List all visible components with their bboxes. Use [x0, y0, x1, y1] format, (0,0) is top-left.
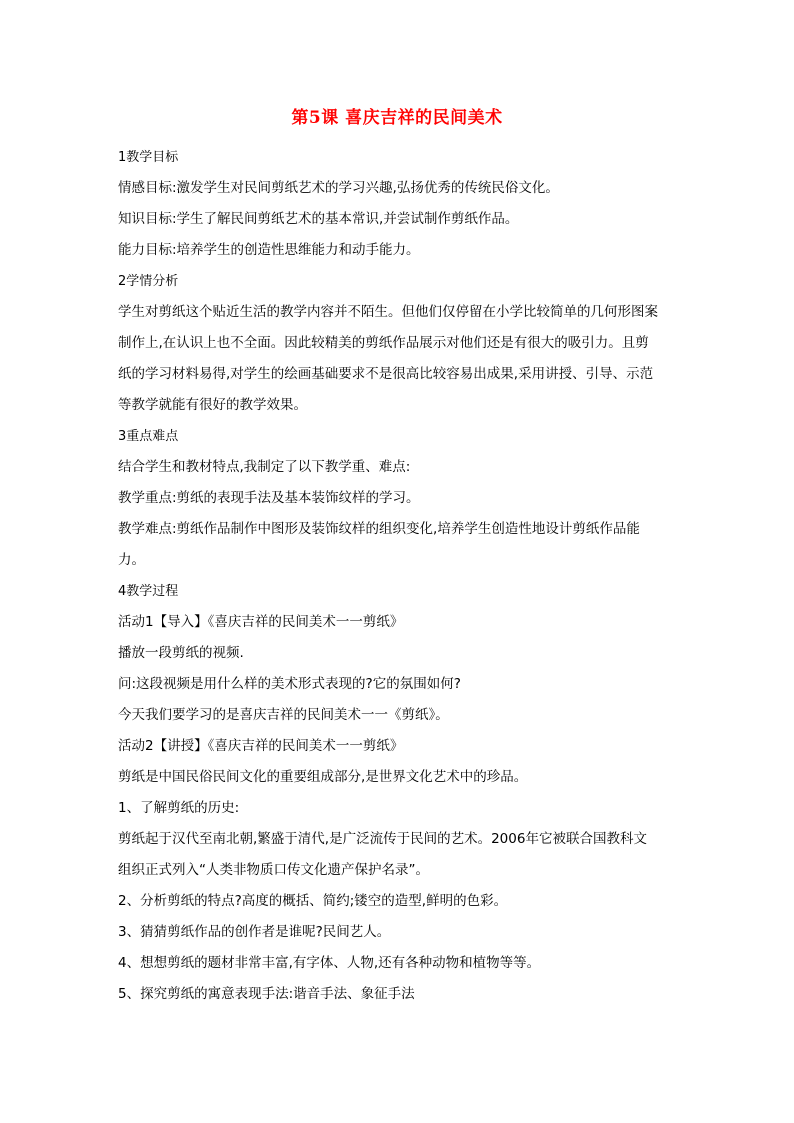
question-text: 问:这段视频是用什么样的美术形式表现的?它的氛围如何? — [118, 676, 461, 692]
papercut-intro: 剪纸是中国民俗民间文化的重要组成部分,是世界文化艺术中的珍品。 — [118, 769, 528, 785]
today-topic-text: 今天我们要学习的是喜庆吉祥的民间美术一一《剪纸》。 — [118, 707, 449, 723]
list-item-4: 4、想想剪纸的题材非常丰富,有字体、人物,还有各种动物和植物等等。 — [118, 955, 541, 971]
section-heading-key-points: 3重点难点 — [118, 429, 179, 444]
history-line-2: 组织正式列入“人类非物质口传文化遗产保护名录”。 — [118, 862, 429, 878]
ability-objective: 能力目标:培养学生的创造性思维能力和动手能力。 — [118, 242, 420, 258]
play-video-text: 播放一段剪纸的视频. — [118, 645, 244, 661]
teaching-difficulty-line-1: 教学难点:剪纸作品制作中图形及装饰纹样的组织变化,培养学生创造性地设计剪纸作品能 — [118, 521, 640, 537]
activity-2-heading: 活动2【讲授】《喜庆吉祥的民间美术一一剪纸》 — [118, 738, 404, 754]
knowledge-objective: 知识目标:学生了解民间剪纸艺术的基本常识,并尝试制作剪纸作品。 — [118, 211, 519, 227]
teaching-difficulty-line-2: 力。 — [118, 552, 145, 568]
list-item-5: 5、探究剪纸的寓意表现手法:谐音手法、象征手法 — [118, 986, 415, 1002]
emotion-objective: 情感目标:激发学生对民间剪纸艺术的学习兴趣,弘扬优秀的传统民俗文化。 — [118, 180, 559, 196]
section-heading-analysis: 2学情分析 — [118, 274, 179, 289]
teaching-key-point: 教学重点:剪纸的表现手法及基本装饰纹样的学习。 — [118, 490, 420, 506]
analysis-line-1: 学生对剪纸这个贴近生活的教学内容并不陌生。但他们仅停留在小学比较简单的几何形图案 — [118, 304, 658, 320]
list-item-1: 1、了解剪纸的历史: — [118, 800, 240, 816]
list-item-2: 2、分析剪纸的特点?高度的概括、简约;镂空的造型,鲜明的色彩。 — [118, 893, 508, 909]
history-line-1: 剪纸起于汉代至南北朝,繁盛于清代,是广泛流传于民间的艺术。2006年它被联合国教科文 — [118, 831, 647, 847]
list-item-3: 3、猜猜剪纸作品的创作者是谁呢?民间艺人。 — [118, 924, 391, 940]
section-heading-objectives: 1教学目标 — [118, 150, 179, 165]
analysis-line-4: 等教学就能有很好的教学效果。 — [118, 397, 307, 413]
page-title: 第5课 喜庆吉祥的民间美术 — [291, 108, 503, 128]
activity-1-heading: 活动1【导入】《喜庆吉祥的民间美术一一剪纸》 — [118, 614, 404, 630]
key-points-intro: 结合学生和教材特点,我制定了以下教学重、难点: — [118, 459, 411, 475]
analysis-line-3: 纸的学习材料易得,对学生的绘画基础要求不是很高比较容易出成果,采用讲授、引导、示范 — [118, 366, 654, 382]
analysis-line-2: 制作上,在认识上也不全面。因此较精美的剪纸作品展示对他们还是有很大的吸引力。且剪 — [118, 335, 649, 351]
section-heading-process: 4教学过程 — [118, 584, 179, 599]
